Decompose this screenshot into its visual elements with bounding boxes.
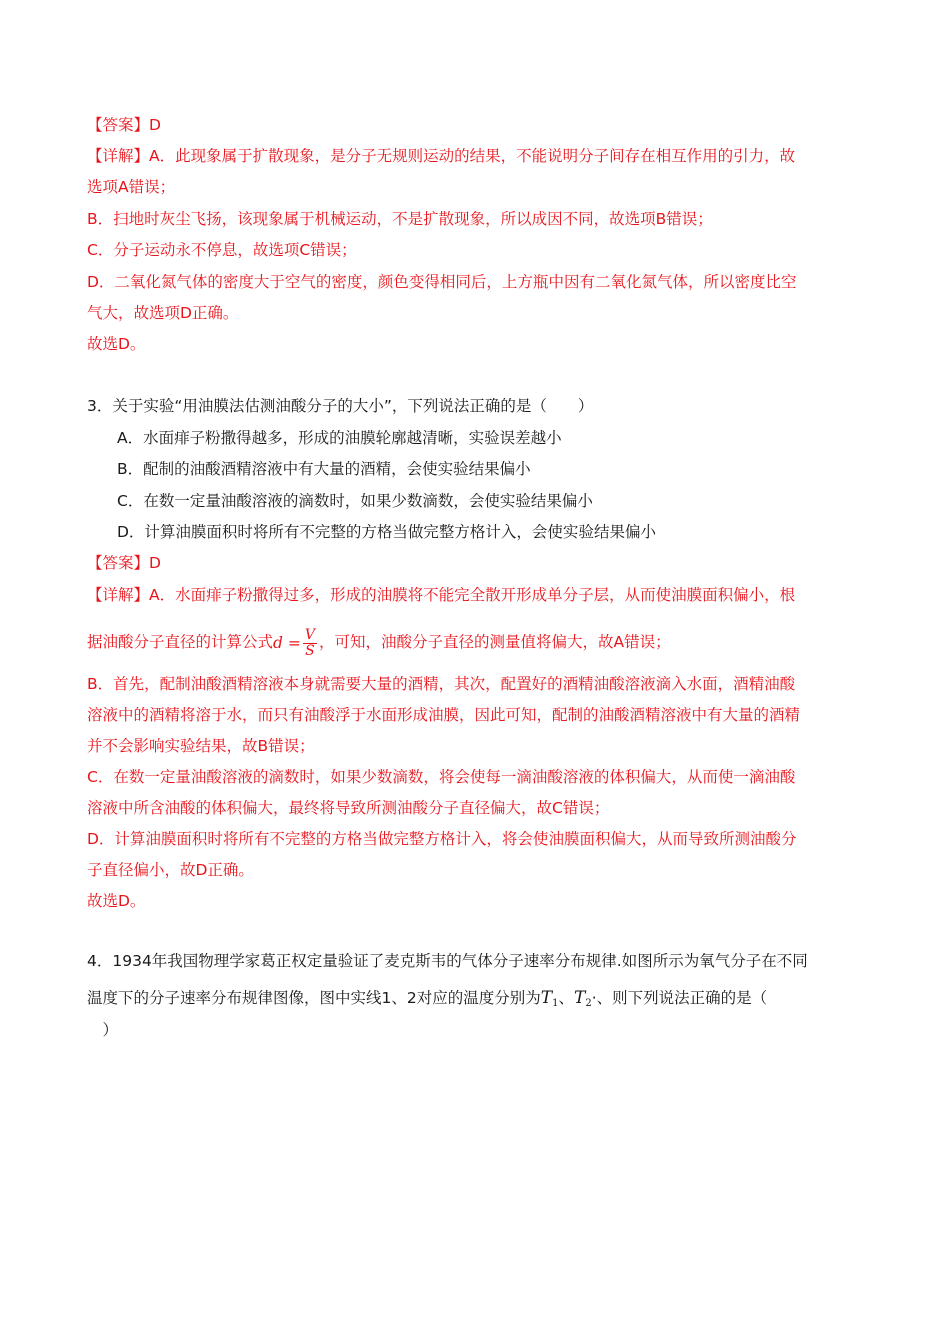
q4-stem-line2 <box>87 984 767 1012</box>
q4-stem-line1: 4．1934年我国物理学家葛正权定量验证了麦克斯韦的气体分子速率分布规律.如图所示为氧气分子在不同 <box>87 952 808 970</box>
q2-detail-d-line1: D．二氧化氮气体的密度大于空气的密度，颜色变得相同后，上方瓶中因有二氧化氮气体，所以密度比空 <box>87 273 797 291</box>
formula-equals: = <box>287 633 301 652</box>
q3-stem: 3．关于实验“用油膜法估测油酸分子的大小”，下列说法正确的是（ ） <box>87 397 594 415</box>
formula-fraction <box>303 628 317 659</box>
q3-detail-d-line2: 子直径偏小，故D正确。 <box>87 861 254 879</box>
q3-detail-a-line2-post: ，可知，油酸分子直径的测量值将偏大，故A错误； <box>319 633 671 651</box>
temperature-t1: $T_1$ <box>540 988 559 1009</box>
q3-detail-d-line1: D．计算油膜面积时将所有不完整的方格当做完整方格计入，将会使油膜面积偏大，从而导致所测油酸分 <box>87 830 797 848</box>
q3-option-a: A．水面痱子粉撒得越多，形成的油膜轮廓越清晰，实验误差越小 <box>117 429 562 447</box>
formula-lhs: d <box>273 633 283 652</box>
q3-conclusion: 故选D。 <box>87 892 146 910</box>
q2-detail-a-line2: 选项A错误； <box>87 178 176 196</box>
q3-option-c: C．在数一定量油酸溶液的滴数时，如果少数滴数，会使实验结果偏小 <box>117 492 593 510</box>
q3-detail-b-line2: 溶液中的酒精将溶于水，而只有油酸浮于水面形成油膜，因此可知，配制的油酸酒精溶液中有大量的酒精 <box>87 706 801 724</box>
q3-detail-b-line1: B．首先，配制油酸酒精溶液本身就需要大量的酒精，其次，配置好的酒精油酸溶液滴入水面，酒精油酸 <box>87 675 796 693</box>
q2-detail-b: B．扫地时灰尘飞扬，该现象属于机械运动，不是扩散现象，所以成因不同，故选项B错误； <box>87 210 713 228</box>
q2-detail-a-line1: 【详解】A．此现象属于扩散现象，是分子无规则运动的结果，不能说明分子间存在相互作用的引力，故 <box>87 147 796 165</box>
q2-conclusion: 故选D。 <box>87 335 146 353</box>
q3-detail-c-line1: C．在数一定量油酸溶液的滴数时，如果少数滴数，将会使每一滴油酸溶液的体积偏大，从而使一滴油酸 <box>87 768 796 786</box>
formula-denominator: S <box>305 642 315 659</box>
q3-detail-a-line2 <box>87 626 671 658</box>
q2-detail-c: C．分子运动永不停息，故选项C错误； <box>87 241 357 259</box>
q3-option-d: D．计算油膜面积时将所有不完整的方格当做完整方格计入，会使实验结果偏小 <box>117 523 656 541</box>
q2-detail-d-line2: 气大，故选项D正确。 <box>87 304 239 322</box>
temperature-t2: $T_2$ <box>573 988 592 1009</box>
q4-stem-line2-pre: 温度下的分子速率分布规律图像，图中实线1、2对应的温度分别为 <box>87 989 541 1007</box>
diameter-formula <box>273 627 319 659</box>
temperature-separator: 、 <box>558 989 574 1007</box>
q4-stem-line2-post: ·、则下列说法正确的是（ <box>591 989 768 1007</box>
q3-option-b: B．配制的油酸酒精溶液中有大量的酒精，会使实验结果偏小 <box>117 460 531 478</box>
formula-numerator: V <box>304 626 316 643</box>
q3-detail-a-line2-pre: 据油酸分子直径的计算公式 <box>87 633 274 651</box>
q3-detail-c-line2: 溶液中所含油酸的体积偏大，最终将导致所测油酸分子直径偏大，故C错误； <box>87 799 610 817</box>
q2-answer: 【答案】D <box>87 116 161 134</box>
q4-stem-line3: ） <box>87 1021 119 1039</box>
q3-detail-a-line1: 【详解】A．水面痱子粉撒得过多，形成的油膜将不能完全散开形成单分子层，从而使油膜面积偏小，根 <box>87 586 796 604</box>
q3-detail-b-line3: 并不会影响实验结果，故B错误； <box>87 737 315 755</box>
q3-answer: 【答案】D <box>87 554 161 572</box>
